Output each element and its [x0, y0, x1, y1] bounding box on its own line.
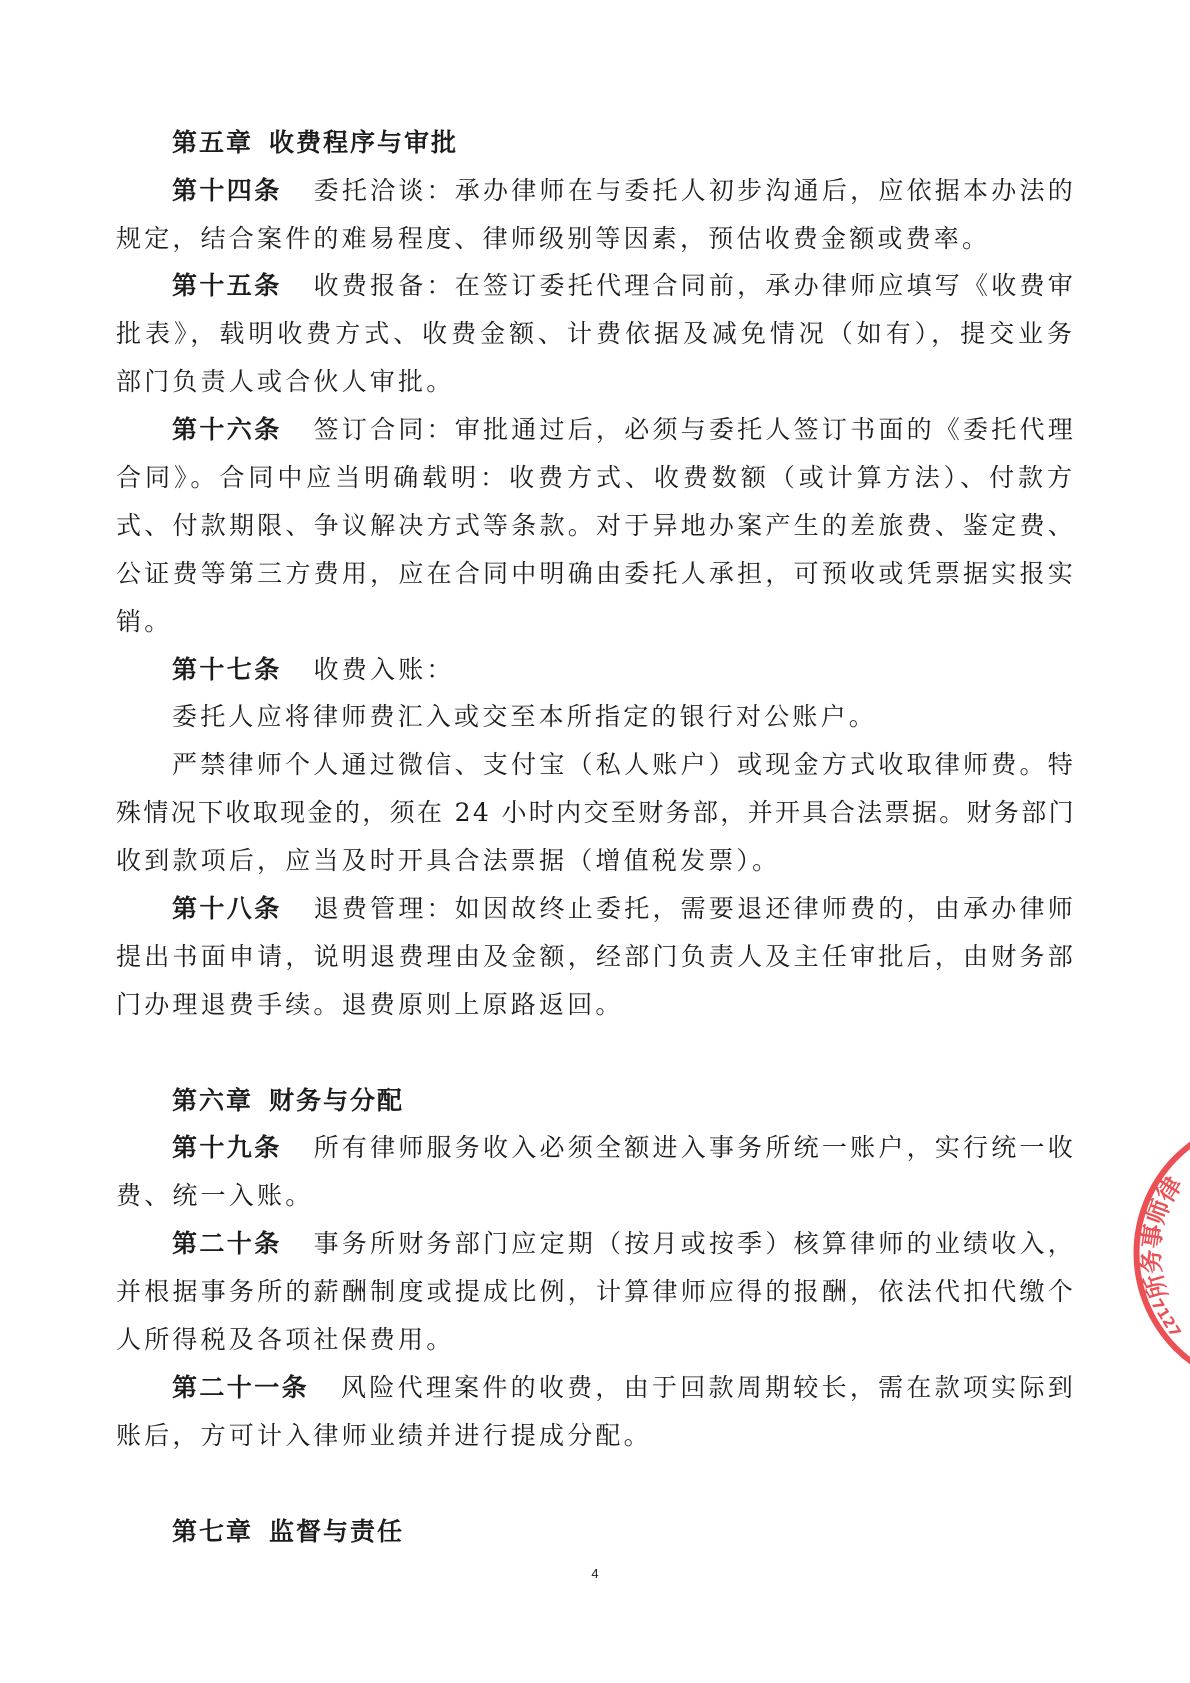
article-text: 批表》，载明收费方式、收费金额、计费依据及减免情况（如有），提交业务 [116, 319, 1076, 349]
article-text: 提出书面申请，说明退费理由及金额，经部门负责人及主任审批后，由财务部 [116, 941, 1076, 971]
chapter-heading [116, 1077, 1076, 1125]
article-text: 殊情况下收取现金的，须在 24 小时内交至财务部，并开具合法票据。财务部门 [116, 798, 1076, 828]
chapter-title: 财务与分配 [269, 1085, 405, 1115]
article-text: 收费入账： [313, 654, 455, 684]
article-line [116, 1220, 1076, 1268]
article-text: 所有律师服务收入必须全额进入事务所统一账户，实行统一收 [313, 1133, 1076, 1163]
article-paragraph: 委托人应将律师费汇入或交至本所指定的银行对公账户。 [172, 702, 878, 732]
article-line [116, 262, 1076, 310]
article-line [116, 646, 1076, 694]
article-line [116, 885, 1076, 933]
article-text: 部门负责人或合伙人审批。 [116, 367, 455, 397]
blank-line [116, 1460, 1076, 1508]
chapter-title: 监督与责任 [269, 1516, 405, 1546]
article-label: 第二十条 [172, 1229, 282, 1259]
article-label: 第十八条 [172, 894, 282, 923]
blank-line [116, 1029, 1076, 1077]
seal-char: 律 [1151, 1171, 1188, 1207]
seal-number: 7127 [1147, 1295, 1185, 1341]
seal-char: 师 [1141, 1195, 1176, 1229]
article-text: 收费报备：在签订委托代理合同前，承办律师应填写《收费审 [313, 271, 1076, 301]
chapter-number: 第六章 [172, 1085, 254, 1115]
chapter-heading [116, 1508, 1076, 1556]
article-text: 并根据事务所的薪酬制度或提成比例，计算律师应得的报酬，依法代扣代缴个 [116, 1277, 1076, 1307]
article-label: 第十四条 [172, 175, 282, 205]
chapter-title: 收费程序与审批 [269, 127, 459, 157]
seal-stamp [1120, 1100, 1190, 1400]
article-text: 规定，结合案件的难易程度、律师级别等因素，预估收费金额或费率。 [116, 223, 991, 253]
article-line [116, 406, 1076, 454]
article-text: 风险代理案件的收费，由于回款周期较长，需在款项实际到 [341, 1372, 1076, 1402]
article-text: 门办理退费手续。退费原则上原路返回。 [116, 989, 624, 1019]
article-line [116, 167, 1076, 215]
article-label: 第十六条 [172, 415, 282, 445]
article-text: 公证费等第三方费用，应在合同中明确由委托人承担，可预收或凭票据实报实 [116, 558, 1076, 588]
article-label: 第二十一条 [172, 1372, 310, 1402]
article-text: 签订合同：审批通过后，必须与委托人签订书面的《委托代理 [313, 415, 1076, 445]
article-text: 账后，方可计入律师业绩并进行提成分配。 [116, 1420, 652, 1450]
article-text: 合同》。合同中应当明确载明：收费方式、收费数额（或计算方法）、付款方 [116, 462, 1076, 492]
article-label: 第十七条 [172, 654, 282, 684]
document-body [116, 119, 1076, 1556]
article-paragraph: 严禁律师个人通过微信、支付宝（私人账户）或现金方式收取律师费。特 [172, 750, 1076, 780]
article-text: 委托洽谈：承办律师在与委托人初步沟通后，应依据本办法的 [313, 175, 1076, 205]
article-line [116, 1124, 1076, 1172]
article-text: 退费管理：如因故终止委托，需要退还律师费的，由承办律师 [313, 894, 1076, 923]
article-text: 事务所财务部门应定期（按月或按季）核算律师的业绩收入， [313, 1229, 1076, 1259]
article-text: 式、付款期限、争议解决方式等条款。对于异地办案产生的差旅费、鉴定费、 [116, 510, 1076, 540]
article-text: 人所得税及各项社保费用。 [116, 1325, 455, 1355]
article-text: 销。 [116, 606, 173, 636]
article-line [116, 1364, 1076, 1412]
chapter-number: 第五章 [172, 127, 254, 157]
article-label: 第十五条 [172, 271, 282, 301]
article-text: 费、统一入账。 [116, 1181, 314, 1211]
chapter-heading [116, 119, 1076, 167]
page-number: 4 [591, 1566, 599, 1581]
seal-char: 事 [1137, 1222, 1169, 1251]
seal-char: 所 [1139, 1270, 1173, 1302]
article-label: 第十九条 [172, 1133, 282, 1163]
chapter-number: 第七章 [172, 1516, 254, 1546]
seal-char: 务 [1136, 1248, 1167, 1275]
article-text: 收到款项后，应当及时开具合法票据（增值税发票）。 [116, 846, 781, 876]
